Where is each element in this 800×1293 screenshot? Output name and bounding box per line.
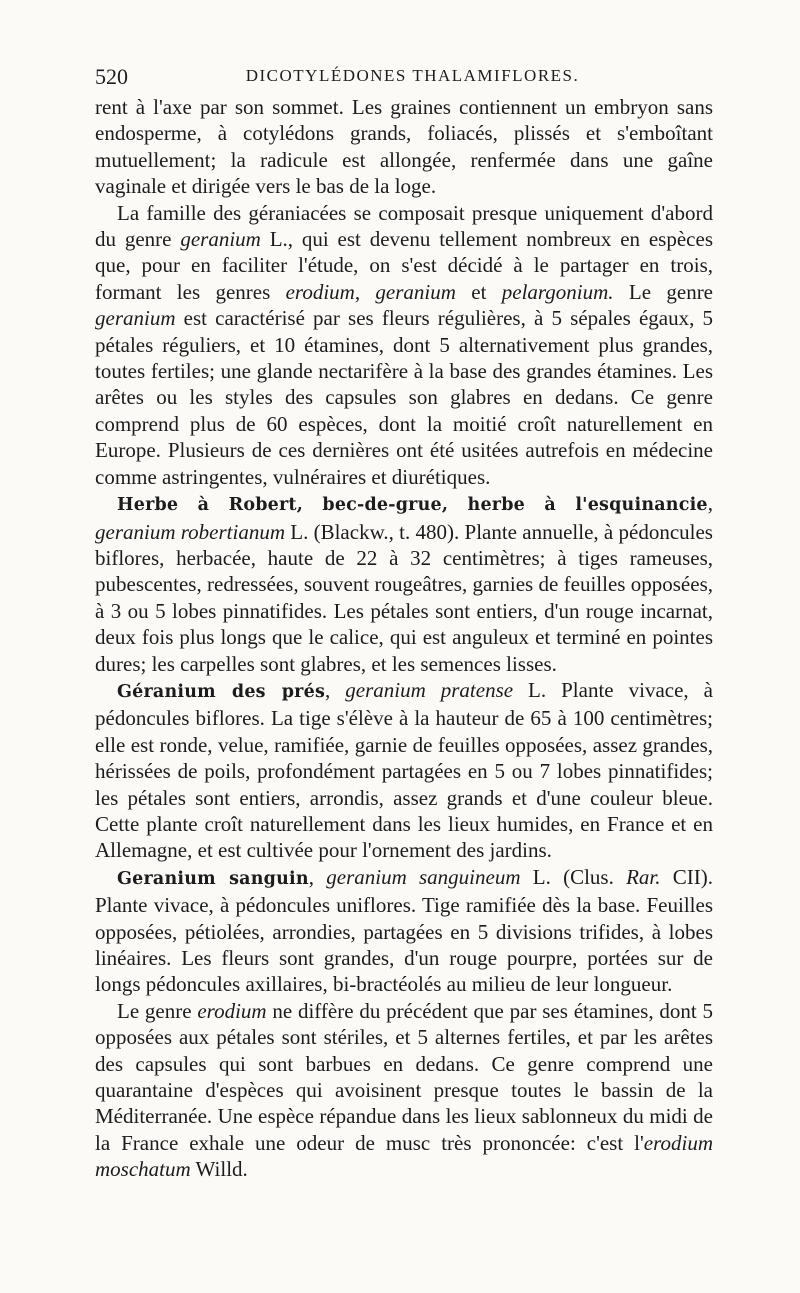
page-number: 520 <box>95 64 128 89</box>
text-run: , <box>325 677 346 702</box>
text-run: , <box>354 279 376 304</box>
page-header <box>95 64 710 90</box>
text-run: L. (Clus. <box>520 864 627 889</box>
italic-term: erodium moschatum <box>95 1130 713 1182</box>
italic-term: geranium sanguineum <box>326 864 521 889</box>
text-run: Le genre <box>613 279 714 304</box>
italic-term: geranium <box>95 306 176 331</box>
text-run: La famille des géraniacées se composait presque uniquement d'abord du genre <box>95 200 713 252</box>
italic-term: geranium robertianum <box>95 519 285 544</box>
text-run: , <box>707 491 713 516</box>
text-run: L. (Blackw., t. 480). Plante annuelle, à pédoncules biflores, herbacée, haute de 22 à 32 centimètres; à tiges rameuses, pubescentes, redressées, souvent rougeâtres, garnies de feuilles opposées, à 3 ou 5 lobes pinnatifides. Les pétales sont entiers, d'un rouge incarnat, deux fois plus longs que le calice, qui est anguleux et terminé en pointes dures; les carpelles sont glabres, et les semences lisses. <box>95 519 713 676</box>
italic-term: geranium <box>180 227 261 252</box>
bold-heading: Herbe à Robert, bec-de-grue, herbe à l'esquinancie <box>117 495 708 516</box>
text-run: L. Plante vivace, à pédoncules biflores. La tige s'élève à la hauteur de 65 à 100 centimètres; elle est ronde, velue, ramifiée, garnie de feuilles opposées, assez grandes, hérissées de poils, profondément partagées en 5 ou 7 lobes pinnatifides; les pétales sont entiers, arrondis, assez grands et d'une couleur bleue. Cette plante croît naturellement dans les lieux humides, en France et en Allemagne, et est cultivée pour l'ornement des jardins. <box>95 677 713 863</box>
bold-heading: Géranium des prés <box>117 681 325 702</box>
text-run: Willd. <box>190 1157 248 1182</box>
italic-term: geranium pratense <box>345 677 514 702</box>
paragraph-genre-erodium <box>95 998 713 1183</box>
paragraph-geranium-des-pres <box>95 677 713 864</box>
paragraph-family-description <box>95 200 713 490</box>
running-title: DICOTYLÉDONES THALAMIFLORES. <box>245 66 580 85</box>
text-run: et <box>455 279 502 304</box>
body-text <box>95 94 713 1183</box>
italic-term: Rar. <box>626 864 661 889</box>
bold-heading: Geranium sanguin <box>117 868 309 889</box>
italic-term: geranium <box>375 279 456 304</box>
italic-term: erodium <box>197 998 267 1023</box>
paragraph-geranium-sanguin <box>95 864 713 998</box>
text-run: Le genre <box>117 998 198 1023</box>
italic-term: pelargonium. <box>501 279 614 304</box>
text-run: rent à l'axe par son sommet. Les graines contiennent un embryon sans endosperme, à cotylédons grands, foliacés, plissés et s'emboîtant mutuellement; la radicule est allongée, renfermée dans une gaîne vaginale et dirigée vers le bas de la loge. <box>95 95 713 199</box>
italic-term: erodium <box>285 279 355 304</box>
text-run: ne diffère du précédent que par ses étamines, dont 5 opposées aux pétales sont stériles, et 5 alternes fertiles, et par les arêtes des capsules qui sont barbues en dedans. Ce genre comprend une quarantaine d'espèces qui avoisinent presque toutes le bassin de la Méditerranée. Une espèce répandue dans les lieux sablonneux du midi de la France exhale une odeur de musc très prononcée: c'est l' <box>95 998 713 1155</box>
paragraph-continuation <box>95 94 713 200</box>
paragraph-herbe-a-robert <box>95 490 713 677</box>
text-run: est caractérisé par ses fleurs régulières, à 5 sépales égaux, 5 pétales réguliers, et 10 étamines, dont 5 alternativement plus grandes, toutes fertiles; une glande nectarifère à la base des grandes étamines. Les arêtes ou les styles des capsules son glabres en dedans. Ce genre comprend plus de 60 espèces, dont la moitié croît naturellement en Europe. Plusieurs de ces dernières ont été usitées autrefois en médecine comme astringentes, vulnéraires et diurétiques. <box>95 306 713 489</box>
text-run: L., qui est devenu tellement nombreux en espèces que, pour en faciliter l'étude, on s'est décidé à le partager en trois, formant les genres <box>95 227 713 304</box>
text-run: CII). Plante vivace, à pédoncules uniflores. Tige ramifiée dès la base. Feuilles opposées, pétiolées, arrondies, partagées en 5 divisions trifides, à lobes linéaires. Les fleurs sont grandes, d'un rouge pourpre, portées sur de longs pédoncules axillaires, bi-bractéolés au milieu de leur longueur. <box>95 864 713 997</box>
text-run: , <box>308 864 327 889</box>
